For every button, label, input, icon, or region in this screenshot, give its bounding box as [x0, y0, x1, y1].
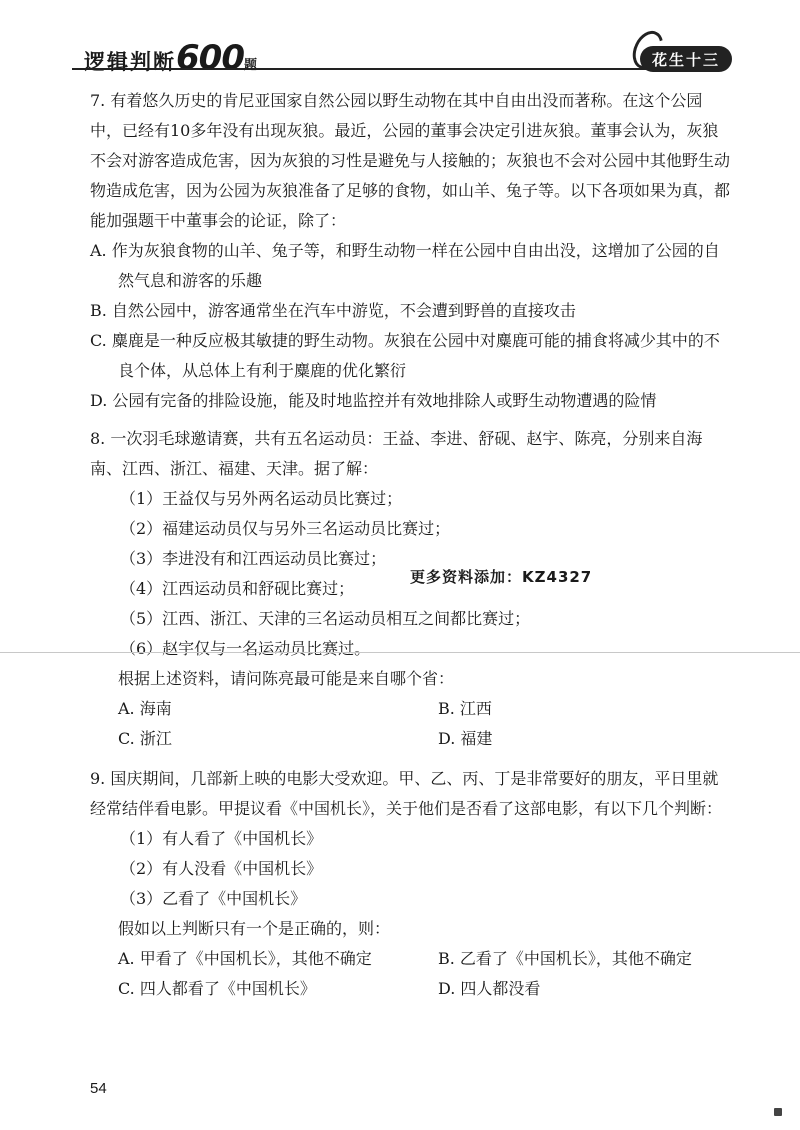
- header-rule: [72, 68, 652, 70]
- condition-6: （6）赵宇仅与一名运动员比赛过。: [120, 639, 371, 658]
- condition-1: （1）王益仅与另外两名运动员比赛过；: [120, 489, 403, 508]
- question-stem-text: 有着悠久历史的肯尼亚国家自然公园以野生动物在其中自由出没而著称。在这个公园中，已经有10多年没有出现灰狼。最近，公园的董事会决定引进灰狼。董事会认为，灰狼不会对游客造成危害，因为灰狼的习性是避免与人接触的；灰狼也不会对公园中其他野生动物造成危害，因为公园为灰狼准备了足够的食物，如山羊、兔子等。以下各项如果为真，都能加强题干中董事会的论证，除了：: [90, 91, 731, 230]
- condition-4: （4）江西运动员和舒砚比赛过；: [120, 579, 355, 598]
- book-title-text: 逻辑判断: [84, 50, 176, 74]
- option-b: B. 自然公园中，游客通常坐在汽车中游览，不会遭到野兽的直接攻击: [90, 301, 576, 320]
- question-stem-text: 一次羽毛球邀请赛，共有五名运动员：王益、李进、舒砚、赵宇、陈亮，分别来自海南、江西、浙江、福建、天津。据了解：: [90, 429, 703, 478]
- brand-badge: 花生十三: [640, 46, 732, 72]
- options-grid: [90, 694, 730, 754]
- question-ask: 根据上述资料，请问陈亮最可能是来自哪个省：: [118, 669, 455, 688]
- question-stem: [90, 764, 730, 824]
- option-b: B. 乙看了《中国机长》，其他不确定: [438, 949, 692, 968]
- condition-2: （2）福建运动员仅与另外三名运动员比赛过；: [120, 519, 451, 538]
- question-ask: 假如以上判断只有一个是正确的，则：: [118, 919, 391, 938]
- option-d: D. 公园有完备的排险设施，能及时地监控并有效地排除人或野生动物遭遇的险情: [90, 391, 657, 410]
- option-d: D. 福建: [438, 729, 493, 748]
- scan-corner-mark: [774, 1108, 782, 1116]
- page-header: [72, 28, 732, 78]
- option-c: C. 浙江: [118, 729, 172, 748]
- question-stem-text: 国庆期间，几部新上映的电影大受欢迎。甲、乙、丙、丁是非常要好的朋友，平日里就经常结伴看电影。甲提议看《中国机长》，关于他们是否看了这部电影，有以下几个判断：: [90, 769, 723, 818]
- option-a: A. 甲看了《中国机长》，其他不确定: [118, 949, 372, 968]
- option-b: B. 江西: [438, 699, 492, 718]
- watermark-text: 更多资料添加：KZ4327: [410, 568, 593, 586]
- condition-3: （3）乙看了《中国机长》: [120, 889, 307, 908]
- question-number: 7.: [90, 91, 106, 110]
- option-a: A. 海南: [118, 699, 172, 718]
- condition-3: （3）李进没有和江西运动员比赛过；: [120, 549, 387, 568]
- question-stem: [90, 424, 730, 484]
- question-7: [90, 86, 730, 416]
- question-stem: [90, 86, 730, 236]
- scan-fold-line: [0, 652, 800, 653]
- option-c: C. 麋鹿是一种反应极其敏捷的野生动物。灰狼在公园中对麋鹿可能的捕食将减少其中的不良个体，从总体上有利于麋鹿的优化繁衍: [90, 331, 720, 380]
- page-number: 54: [90, 1080, 107, 1097]
- option-c: C. 四人都看了《中国机长》: [118, 979, 316, 998]
- book-title-number: 600: [176, 38, 244, 78]
- options-grid: [90, 944, 730, 1004]
- question-number: 9.: [90, 769, 106, 788]
- condition-2: （2）有人没看《中国机长》: [120, 859, 323, 878]
- condition-1: （1）有人看了《中国机长》: [120, 829, 323, 848]
- condition-5: （5）江西、浙江、天津的三名运动员相互之间都比赛过；: [120, 609, 531, 628]
- option-a: A. 作为灰狼食物的山羊、兔子等，和野生动物一样在公园中自由出没，这增加了公园的自然气息和游客的乐趣: [90, 241, 720, 290]
- book-title-suffix: 题: [243, 58, 259, 73]
- question-9: [90, 764, 730, 1004]
- question-number: 8.: [90, 429, 106, 448]
- option-d: D. 四人都没看: [438, 979, 541, 998]
- question-8: [90, 424, 730, 754]
- book-title: [84, 38, 259, 78]
